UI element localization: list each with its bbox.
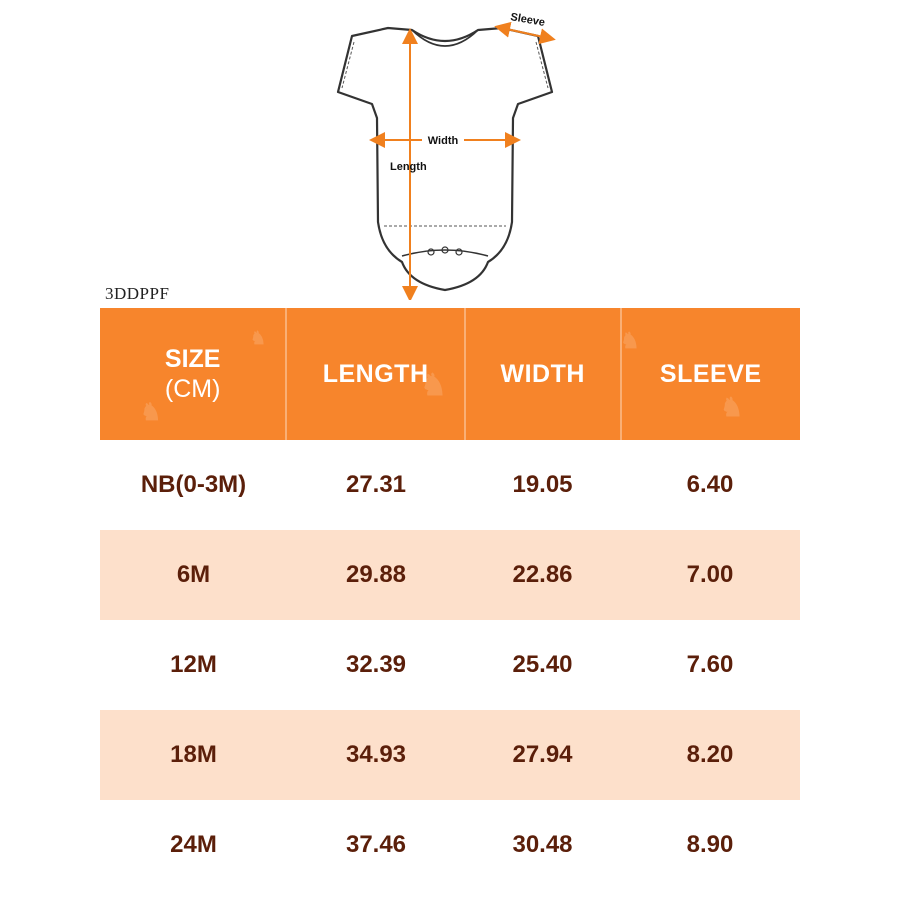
watermark-seahorse-icon: ♞ bbox=[250, 328, 267, 348]
cell-size: NB(0-3M) bbox=[140, 471, 247, 498]
header-width bbox=[466, 308, 622, 440]
cell-width: 27.94 bbox=[512, 741, 573, 768]
table-row bbox=[100, 530, 800, 620]
table-row bbox=[100, 710, 800, 800]
cell-width: 30.48 bbox=[512, 831, 573, 858]
cell-width: 19.05 bbox=[512, 471, 573, 498]
sleeve-label: Sleeve bbox=[509, 11, 546, 30]
cell-length: 32.39 bbox=[345, 651, 407, 678]
header-size-label: SIZE bbox=[164, 345, 221, 373]
table-row bbox=[100, 440, 800, 530]
cell-length: 37.46 bbox=[345, 831, 407, 858]
cell-size: 6M bbox=[176, 561, 211, 588]
watermark-seahorse-icon: ♞ bbox=[720, 393, 744, 422]
cell-sleeve: 7.60 bbox=[686, 651, 734, 678]
header-sleeve bbox=[622, 308, 800, 440]
brand-label: 3DDPPF bbox=[105, 284, 170, 303]
cell-length: 27.31 bbox=[345, 471, 407, 498]
size-chart-table bbox=[100, 308, 800, 890]
cell-width: 25.40 bbox=[512, 651, 573, 678]
watermark-seahorse-icon: ♞ bbox=[140, 400, 162, 426]
width-label: Width bbox=[427, 135, 459, 147]
cell-width: 22.86 bbox=[512, 561, 573, 588]
cell-length: 29.88 bbox=[345, 561, 407, 588]
header-sleeve-label: SLEEVE bbox=[659, 359, 762, 388]
table-row bbox=[100, 620, 800, 710]
watermark-seahorse-icon: ♞ bbox=[420, 369, 447, 402]
cell-size: 24M bbox=[170, 831, 217, 858]
header-size-unit: (CM) bbox=[164, 375, 221, 403]
header-width-label: WIDTH bbox=[500, 359, 585, 388]
header-length bbox=[287, 308, 465, 440]
cell-length: 34.93 bbox=[345, 741, 407, 768]
watermark-seahorse-icon: ♞ bbox=[620, 328, 640, 353]
cell-size: 12M bbox=[170, 651, 217, 678]
length-label: Length bbox=[390, 161, 427, 173]
table-header bbox=[100, 308, 800, 440]
table-row bbox=[100, 800, 800, 890]
cell-size: 18M bbox=[170, 741, 217, 768]
header-size bbox=[100, 308, 287, 440]
cell-sleeve: 7.00 bbox=[686, 561, 734, 588]
bodysuit-diagram bbox=[330, 0, 560, 300]
cell-sleeve: 6.40 bbox=[686, 471, 734, 498]
cell-sleeve: 8.90 bbox=[686, 831, 734, 858]
header-length-label: LENGTH bbox=[322, 359, 429, 388]
cell-sleeve: 8.20 bbox=[686, 741, 734, 768]
